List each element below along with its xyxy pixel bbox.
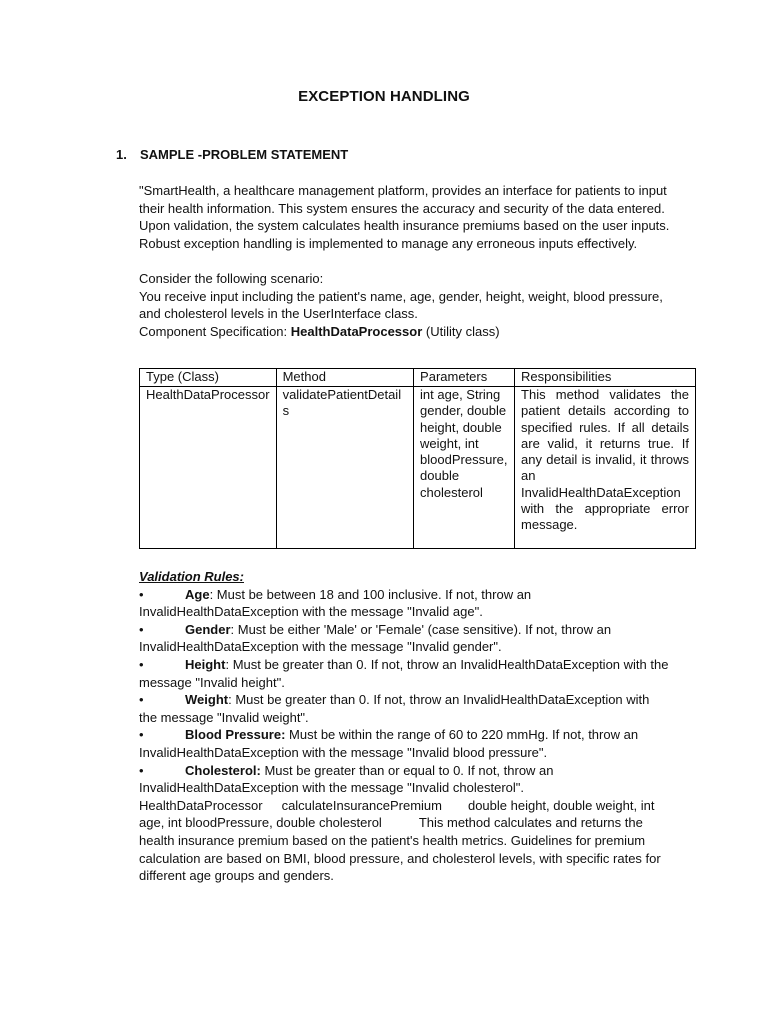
rule-text: Must be greater than 0. If not, throw an InvalidHealthDataException with the: [229, 656, 669, 672]
section-heading-text: SAMPLE -PROBLEM STATEMENT: [140, 147, 349, 162]
column-header-method: Method: [276, 369, 413, 387]
cell-parameters: int age, String gender, double height, double weight, int bloodPressure, double cholesterol: [414, 387, 515, 549]
bullet: •: [139, 727, 144, 743]
trailing-params-continued: age, int bloodPressure, double cholesterol: [139, 815, 382, 831]
scenario-line: and cholesterol levels in the UserInterface class.: [139, 306, 418, 322]
trailing-responsibility: This method calculates and returns the: [418, 815, 643, 831]
bullet: •: [139, 692, 144, 708]
trailing-params: double height, double weight, int: [467, 797, 655, 813]
rule-text: Must be within the range of 60 to 220 mmHg. If not, throw an: [285, 727, 639, 743]
column-header-type: Type (Class): [140, 369, 277, 387]
rule-item: [139, 586, 679, 621]
table-row: [140, 387, 696, 549]
rule-item: [139, 762, 679, 797]
section-heading: [116, 147, 348, 162]
rule-text: Must be greater than 0. If not, throw an InvalidHealthDataException with: [231, 692, 650, 708]
scenario-line: You receive input including the patient's name, age, gender, height, weight, blood pressure,: [139, 288, 663, 304]
rule-item: [139, 691, 679, 726]
table-header-row: [140, 369, 696, 387]
trailing-line: health insurance premium based on the patient's health metrics. Guidelines for premium: [139, 832, 646, 848]
bullet: •: [139, 586, 144, 602]
rule-text-continued: InvalidHealthDataException with the message "Invalid gender".: [139, 639, 502, 655]
intro-line: Upon validation, the system calculates health insurance premiums based on the user inputs.: [139, 218, 670, 234]
rule-text: Must be greater than or equal to 0. If not, throw an: [260, 762, 554, 778]
cell-responsibilities: This method validates the patient details according to specified rules. If all details are valid, it returns true. If any detail is invalid, it throws an InvalidHealthDataException with the appropriate error message.: [515, 387, 696, 549]
intro-paragraph: [139, 182, 679, 252]
page-title: EXCEPTION HANDLING: [298, 88, 470, 105]
rule-label: Gender: [185, 621, 231, 637]
component-name: HealthDataProcessor: [290, 323, 423, 339]
rule-label: Height: [185, 656, 226, 672]
scenario-line: Consider the following scenario:: [139, 271, 324, 286]
section-number: 1.: [116, 147, 127, 162]
bullet: •: [139, 656, 144, 672]
component-spec-prefix: Component Specification:: [139, 323, 291, 339]
validation-rules-heading: Validation Rules:: [139, 569, 244, 584]
intro-line: their health information. This system ensures the accuracy and security of the data entered.: [139, 200, 665, 216]
rule-label: Age: [185, 586, 210, 602]
rule-separator: :: [230, 621, 235, 637]
validation-rules: [139, 568, 679, 885]
trailing-line: calculation are based on BMI, blood pressure, and cholesterol levels, with specific rates for: [139, 850, 661, 866]
rule-item: [139, 656, 679, 691]
bullet: •: [139, 621, 144, 637]
rule-label: Weight: [185, 692, 229, 708]
trailing-method: calculateInsurancePremium: [281, 797, 442, 813]
specification-table: [139, 368, 696, 549]
trailing-line: different age groups and genders.: [139, 868, 334, 884]
cell-method: validatePatientDetails: [276, 387, 413, 549]
rule-item: [139, 621, 679, 656]
trailing-row-text: [139, 797, 679, 815]
rule-text-continued: InvalidHealthDataException with the message "Invalid cholesterol".: [139, 780, 524, 796]
rule-text-continued: the message "Invalid weight".: [139, 709, 309, 725]
rule-text: Must be either 'Male' or 'Female' (case sensitive). If not, throw an: [234, 621, 612, 637]
column-header-responsibilities: Responsibilities: [515, 369, 696, 387]
rule-text-continued: InvalidHealthDataException with the message "Invalid blood pressure".: [139, 744, 548, 760]
cell-type: HealthDataProcessor: [140, 387, 277, 549]
intro-line: Robust exception handling is implemented to manage any erroneous inputs effectively.: [139, 235, 638, 251]
rule-label: Blood Pressure:: [185, 727, 286, 743]
bullet: •: [139, 762, 144, 778]
rule-separator: :: [228, 692, 232, 708]
rule-text-continued: message "Invalid height".: [139, 674, 285, 690]
column-header-parameters: Parameters: [414, 369, 515, 387]
trailing-type: HealthDataProcessor: [139, 797, 263, 813]
rule-separator: :: [225, 656, 230, 672]
rule-separator: :: [209, 586, 214, 602]
trailing-row-text: [139, 814, 679, 832]
rule-item: [139, 726, 679, 761]
rule-text-continued: InvalidHealthDataException with the message "Invalid age".: [139, 604, 483, 620]
intro-line: "SmartHealth, a healthcare management platform, provides an interface for patients to input: [139, 183, 667, 198]
rule-text: Must be between 18 and 100 inclusive. If not, throw an: [213, 586, 532, 602]
scenario-paragraph: [139, 270, 679, 340]
rule-label: Cholesterol:: [185, 762, 261, 778]
component-spec-line: [139, 323, 679, 341]
component-spec-suffix: (Utility class): [422, 323, 500, 339]
